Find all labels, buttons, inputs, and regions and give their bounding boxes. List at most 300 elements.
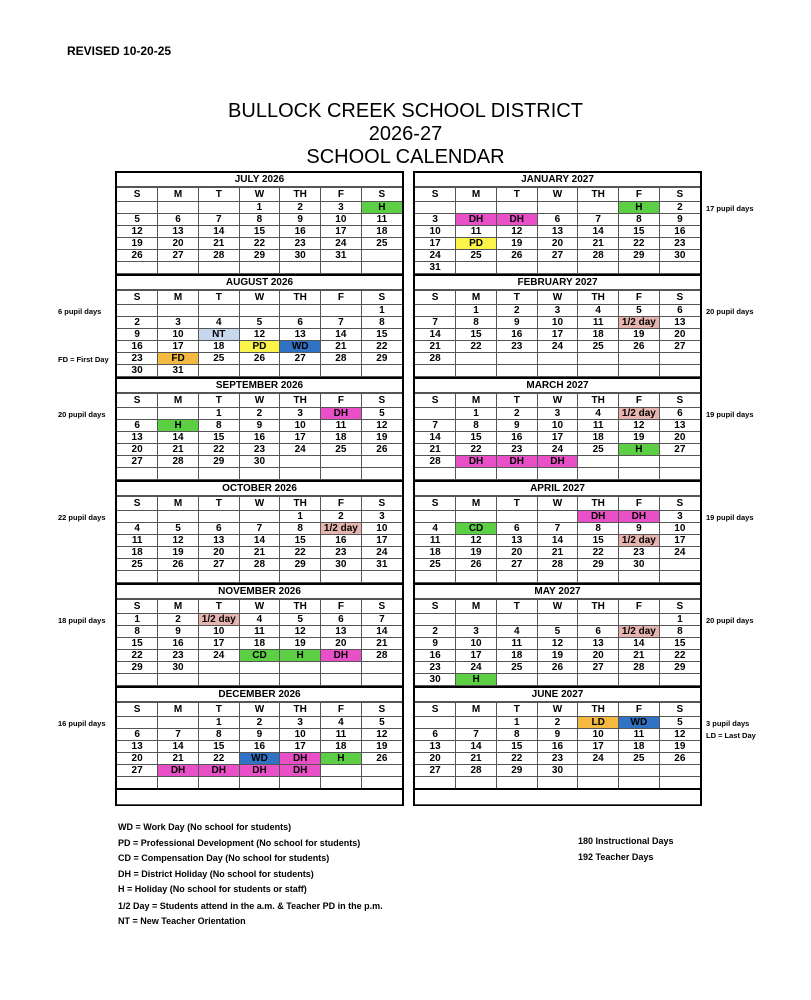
empty-cell	[321, 674, 362, 686]
day-cell: 28	[456, 765, 497, 777]
week-row	[415, 305, 700, 317]
empty-cell	[280, 262, 321, 274]
day-cell: 16	[537, 741, 578, 753]
day-cell: 20	[659, 432, 700, 444]
day-cell: 21	[537, 547, 578, 559]
day-cell: 8	[619, 214, 660, 226]
day-of-week-header: T	[198, 188, 239, 202]
day-cell: 13	[578, 638, 619, 650]
day-cell: 16	[496, 329, 537, 341]
empty-cell	[415, 408, 456, 420]
day-of-week-header: TH	[280, 703, 321, 717]
day-cell: 9	[619, 523, 660, 535]
day-cell: 26	[659, 753, 700, 765]
day-cell: 20	[496, 547, 537, 559]
day-cell: 21	[415, 444, 456, 456]
day-cell: 28	[158, 456, 199, 468]
legend	[118, 820, 383, 930]
empty-cell	[415, 305, 456, 317]
day-cell: 21	[158, 444, 199, 456]
week-row	[117, 765, 402, 777]
day-of-week-header: S	[659, 703, 700, 717]
day-cell: 16	[659, 226, 700, 238]
day-cell: 1	[456, 305, 497, 317]
week-row	[117, 408, 402, 420]
day-cell: 28	[361, 650, 402, 662]
empty-cell	[321, 305, 362, 317]
day-cell: 7	[415, 317, 456, 329]
day-of-week-header: W	[239, 600, 280, 614]
day-cell: 19	[361, 741, 402, 753]
day-of-week-header: F	[321, 291, 362, 305]
day-cell: 13	[415, 741, 456, 753]
day-of-week-header: T	[496, 497, 537, 511]
day-cell: 7	[537, 523, 578, 535]
day-cell: 12	[158, 535, 199, 547]
day-cell: 27	[117, 456, 158, 468]
legend-item-wd: WD = Work Day (No school for students)	[118, 822, 292, 832]
day-cell: 27	[659, 444, 700, 456]
week-row	[415, 202, 700, 214]
day-cell: 12	[280, 626, 321, 638]
week-row	[117, 729, 402, 741]
day-cell: 5	[659, 717, 700, 729]
day-cell: FD	[158, 353, 199, 365]
day-cell: 30	[321, 559, 362, 571]
day-of-week-header: TH	[280, 291, 321, 305]
week-row	[415, 650, 700, 662]
day-of-week-header: W	[537, 394, 578, 408]
empty-cell	[619, 353, 660, 365]
day-cell: 11	[361, 214, 402, 226]
day-cell: 25	[578, 341, 619, 353]
month-november	[117, 585, 402, 688]
day-cell: 10	[158, 329, 199, 341]
empty-cell	[456, 365, 497, 377]
day-cell: 21	[158, 753, 199, 765]
day-of-week-header: S	[117, 188, 158, 202]
day-cell: 2	[158, 614, 199, 626]
day-cell: 2	[659, 202, 700, 214]
empty-cell	[361, 674, 402, 686]
day-cell: 8	[456, 317, 497, 329]
day-cell: 13	[198, 535, 239, 547]
legend-item-h: H = Holiday (No school for students or staff)	[118, 884, 307, 894]
day-cell: 18	[496, 650, 537, 662]
week-row	[117, 226, 402, 238]
day-cell: 21	[198, 238, 239, 250]
day-of-week-header: TH	[578, 600, 619, 614]
day-cell: H	[280, 650, 321, 662]
day-cell: 24	[578, 753, 619, 765]
month-march	[415, 379, 700, 482]
day-cell: 2	[239, 717, 280, 729]
day-of-week-header: M	[456, 188, 497, 202]
month-header: DECEMBER 2026	[117, 688, 402, 702]
day-cell: 14	[415, 432, 456, 444]
day-of-week-header: W	[239, 497, 280, 511]
side-note-left: 20 pupil days	[58, 410, 106, 419]
day-of-week-header: S	[361, 291, 402, 305]
empty-cell	[239, 662, 280, 674]
week-row	[415, 614, 700, 626]
day-of-week-header: S	[659, 394, 700, 408]
week-row	[415, 717, 700, 729]
day-cell: 23	[619, 547, 660, 559]
day-cell: 3	[415, 214, 456, 226]
empty-cell	[415, 202, 456, 214]
day-cell: 12	[361, 420, 402, 432]
day-cell: 26	[239, 353, 280, 365]
day-cell: 19	[659, 741, 700, 753]
day-cell: 16	[321, 535, 362, 547]
empty-cell	[239, 571, 280, 583]
day-of-week-header: F	[619, 497, 660, 511]
day-cell: 14	[198, 226, 239, 238]
day-cell: 21	[361, 638, 402, 650]
day-cell: 9	[537, 729, 578, 741]
empty-cell	[496, 614, 537, 626]
empty-cell	[239, 305, 280, 317]
week-row	[415, 626, 700, 638]
week-row	[117, 777, 402, 790]
week-row	[117, 535, 402, 547]
day-of-week-header: F	[321, 497, 362, 511]
day-cell: 20	[321, 638, 362, 650]
district-title: BULLOCK CREEK SCHOOL DISTRICT	[228, 100, 583, 122]
day-cell: 8	[198, 420, 239, 432]
day-cell: 7	[239, 523, 280, 535]
day-of-week-header: W	[537, 600, 578, 614]
week-row	[415, 456, 700, 468]
month-header: AUGUST 2026	[117, 276, 402, 290]
week-row	[117, 468, 402, 480]
empty-cell	[117, 262, 158, 274]
day-of-week-header: T	[198, 291, 239, 305]
day-cell: 1	[456, 408, 497, 420]
day-cell: 24	[415, 250, 456, 262]
day-cell: 12	[659, 729, 700, 741]
day-cell: 18	[321, 741, 362, 753]
day-cell: DH	[321, 408, 362, 420]
day-cell: 10	[280, 729, 321, 741]
empty-cell	[456, 777, 497, 790]
day-cell: 23	[239, 444, 280, 456]
day-cell: 9	[117, 329, 158, 341]
day-cell: 3	[537, 305, 578, 317]
day-cell: 16	[239, 741, 280, 753]
week-row	[415, 535, 700, 547]
day-cell: 15	[578, 535, 619, 547]
day-cell: 3	[280, 717, 321, 729]
month-may	[415, 585, 700, 688]
empty-cell	[456, 571, 497, 583]
week-row	[117, 571, 402, 583]
day-cell: 1/2 day	[619, 408, 660, 420]
empty-cell	[456, 511, 497, 523]
day-cell: 23	[537, 753, 578, 765]
empty-cell	[537, 365, 578, 377]
day-cell: 13	[537, 226, 578, 238]
day-cell: 19	[280, 638, 321, 650]
day-cell: 20	[117, 753, 158, 765]
week-row	[415, 432, 700, 444]
day-cell: 4	[415, 523, 456, 535]
day-cell: 30	[158, 662, 199, 674]
side-note-left: 22 pupil days	[58, 513, 106, 522]
empty-cell	[619, 365, 660, 377]
empty-cell	[158, 408, 199, 420]
empty-cell	[659, 365, 700, 377]
day-cell: DH	[280, 765, 321, 777]
empty-cell	[496, 365, 537, 377]
day-of-week-header: T	[496, 188, 537, 202]
empty-cell	[361, 250, 402, 262]
day-cell: LD	[578, 717, 619, 729]
day-cell: 6	[537, 214, 578, 226]
empty-cell	[158, 777, 199, 790]
empty-cell	[456, 468, 497, 480]
day-of-week-header: T	[496, 600, 537, 614]
day-of-week-header: M	[456, 600, 497, 614]
day-cell: 30	[415, 674, 456, 686]
week-row	[117, 329, 402, 341]
day-cell: 6	[280, 317, 321, 329]
day-cell: 15	[361, 329, 402, 341]
day-of-week-header: T	[496, 703, 537, 717]
day-cell: 18	[117, 547, 158, 559]
empty-cell	[198, 511, 239, 523]
empty-cell	[361, 468, 402, 480]
day-cell: 15	[456, 432, 497, 444]
day-cell: 22	[496, 753, 537, 765]
day-cell: 15	[198, 741, 239, 753]
legend-item-cd: CD = Compensation Day (No school for students)	[118, 853, 330, 863]
day-of-week-header: F	[321, 703, 362, 717]
month-header: JANUARY 2027	[415, 173, 700, 187]
day-cell: 29	[659, 662, 700, 674]
empty-cell	[280, 468, 321, 480]
day-of-week-header: S	[415, 394, 456, 408]
empty-cell	[578, 262, 619, 274]
empty-cell	[239, 511, 280, 523]
empty-cell	[496, 202, 537, 214]
week-row	[117, 432, 402, 444]
day-cell: 14	[578, 226, 619, 238]
empty-cell	[578, 353, 619, 365]
empty-cell	[117, 717, 158, 729]
empty-cell	[537, 614, 578, 626]
week-row	[117, 511, 402, 523]
day-cell: 15	[456, 329, 497, 341]
day-cell: 17	[659, 535, 700, 547]
empty-cell	[537, 262, 578, 274]
day-cell: 1	[496, 717, 537, 729]
empty-cell	[619, 765, 660, 777]
day-cell: 9	[239, 420, 280, 432]
day-cell: 3	[280, 408, 321, 420]
day-cell: 19	[619, 329, 660, 341]
day-cell: 11	[239, 626, 280, 638]
day-cell: 6	[496, 523, 537, 535]
day-cell: 21	[321, 341, 362, 353]
day-cell: 13	[659, 317, 700, 329]
empty-cell	[239, 777, 280, 790]
day-cell: 31	[415, 262, 456, 274]
empty-cell	[578, 468, 619, 480]
day-cell: 18	[198, 341, 239, 353]
day-cell: 10	[537, 420, 578, 432]
empty-cell	[415, 614, 456, 626]
day-cell: 6	[158, 214, 199, 226]
empty-cell	[537, 674, 578, 686]
day-cell: H	[158, 420, 199, 432]
empty-cell	[280, 305, 321, 317]
day-cell: 11	[415, 535, 456, 547]
day-cell: 20	[659, 329, 700, 341]
empty-cell	[415, 717, 456, 729]
empty-cell	[619, 614, 660, 626]
day-of-week-header: F	[619, 291, 660, 305]
day-cell: 16	[496, 432, 537, 444]
day-cell: 2	[415, 626, 456, 638]
day-cell: 23	[496, 341, 537, 353]
week-row	[117, 547, 402, 559]
day-cell: 9	[496, 317, 537, 329]
week-row	[117, 753, 402, 765]
week-row	[117, 662, 402, 674]
day-cell: 25	[117, 559, 158, 571]
day-cell: 10	[361, 523, 402, 535]
week-row	[415, 365, 700, 377]
day-of-week-header: S	[361, 600, 402, 614]
day-cell: 6	[578, 626, 619, 638]
day-cell: 22	[361, 341, 402, 353]
day-cell: 28	[537, 559, 578, 571]
day-cell: 1/2 day	[619, 317, 660, 329]
day-cell: 27	[198, 559, 239, 571]
day-cell: 21	[456, 753, 497, 765]
empty-cell	[198, 365, 239, 377]
week-row	[117, 741, 402, 753]
side-note-right: 19 pupil days	[706, 513, 754, 522]
side-note-right: 17 pupil days	[706, 204, 754, 213]
day-cell: DH	[280, 753, 321, 765]
day-of-week-header: W	[239, 394, 280, 408]
day-of-week-header: W	[537, 497, 578, 511]
day-cell: 15	[619, 226, 660, 238]
week-row	[415, 238, 700, 250]
empty-cell	[456, 202, 497, 214]
day-of-week-header: T	[198, 600, 239, 614]
day-cell: DH	[456, 456, 497, 468]
day-cell: 16	[415, 650, 456, 662]
day-cell: 26	[496, 250, 537, 262]
empty-cell	[496, 777, 537, 790]
month-february	[415, 276, 700, 379]
empty-cell	[578, 456, 619, 468]
day-cell: 17	[537, 432, 578, 444]
day-cell: 5	[619, 305, 660, 317]
day-cell: 2	[496, 305, 537, 317]
month-january	[415, 173, 700, 276]
day-of-week-header: T	[198, 394, 239, 408]
day-cell: 17	[456, 650, 497, 662]
day-cell: 25	[361, 238, 402, 250]
week-row	[415, 468, 700, 480]
empty-cell	[158, 262, 199, 274]
day-cell: 28	[321, 353, 362, 365]
day-cell: NT	[198, 329, 239, 341]
week-row	[415, 753, 700, 765]
day-cell: 7	[321, 317, 362, 329]
month-august	[117, 276, 402, 379]
day-cell: 8	[280, 523, 321, 535]
day-cell: 24	[537, 341, 578, 353]
day-cell: 7	[198, 214, 239, 226]
day-cell: 7	[456, 729, 497, 741]
empty-cell	[117, 305, 158, 317]
empty-cell	[619, 674, 660, 686]
day-cell: 9	[415, 638, 456, 650]
day-cell: 6	[659, 408, 700, 420]
empty-cell	[619, 571, 660, 583]
day-cell: 9	[496, 420, 537, 432]
day-of-week-header: F	[321, 188, 362, 202]
day-cell: 5	[239, 317, 280, 329]
week-row	[415, 329, 700, 341]
empty-cell	[280, 365, 321, 377]
day-cell: 24	[198, 650, 239, 662]
day-of-week-header: TH	[578, 703, 619, 717]
day-cell: DH	[578, 511, 619, 523]
day-cell: 6	[659, 305, 700, 317]
day-cell: 11	[578, 420, 619, 432]
day-of-week-header: S	[117, 291, 158, 305]
day-cell: PD	[239, 341, 280, 353]
day-cell: 25	[321, 444, 362, 456]
month-header: APRIL 2027	[415, 482, 700, 496]
day-cell: 18	[415, 547, 456, 559]
empty-cell	[578, 571, 619, 583]
day-cell: 8	[496, 729, 537, 741]
week-row	[117, 317, 402, 329]
empty-cell	[321, 765, 362, 777]
day-cell: 14	[361, 626, 402, 638]
day-cell: 6	[198, 523, 239, 535]
empty-cell	[659, 559, 700, 571]
empty-cell	[158, 468, 199, 480]
day-cell: 27	[578, 662, 619, 674]
empty-cell	[537, 777, 578, 790]
day-of-week-header: F	[619, 394, 660, 408]
day-of-week-header: M	[158, 188, 199, 202]
day-cell: 1/2 day	[619, 626, 660, 638]
side-note-right: 3 pupil days	[706, 719, 750, 728]
empty-cell	[158, 674, 199, 686]
day-cell: 23	[321, 547, 362, 559]
day-cell: 27	[158, 250, 199, 262]
day-cell: 26	[361, 753, 402, 765]
empty-cell	[578, 202, 619, 214]
day-cell: 24	[361, 547, 402, 559]
day-of-week-header: F	[619, 703, 660, 717]
day-cell: 25	[198, 353, 239, 365]
week-row	[415, 729, 700, 741]
empty-cell	[239, 365, 280, 377]
day-of-week-header: S	[361, 188, 402, 202]
day-cell: 2	[321, 511, 362, 523]
